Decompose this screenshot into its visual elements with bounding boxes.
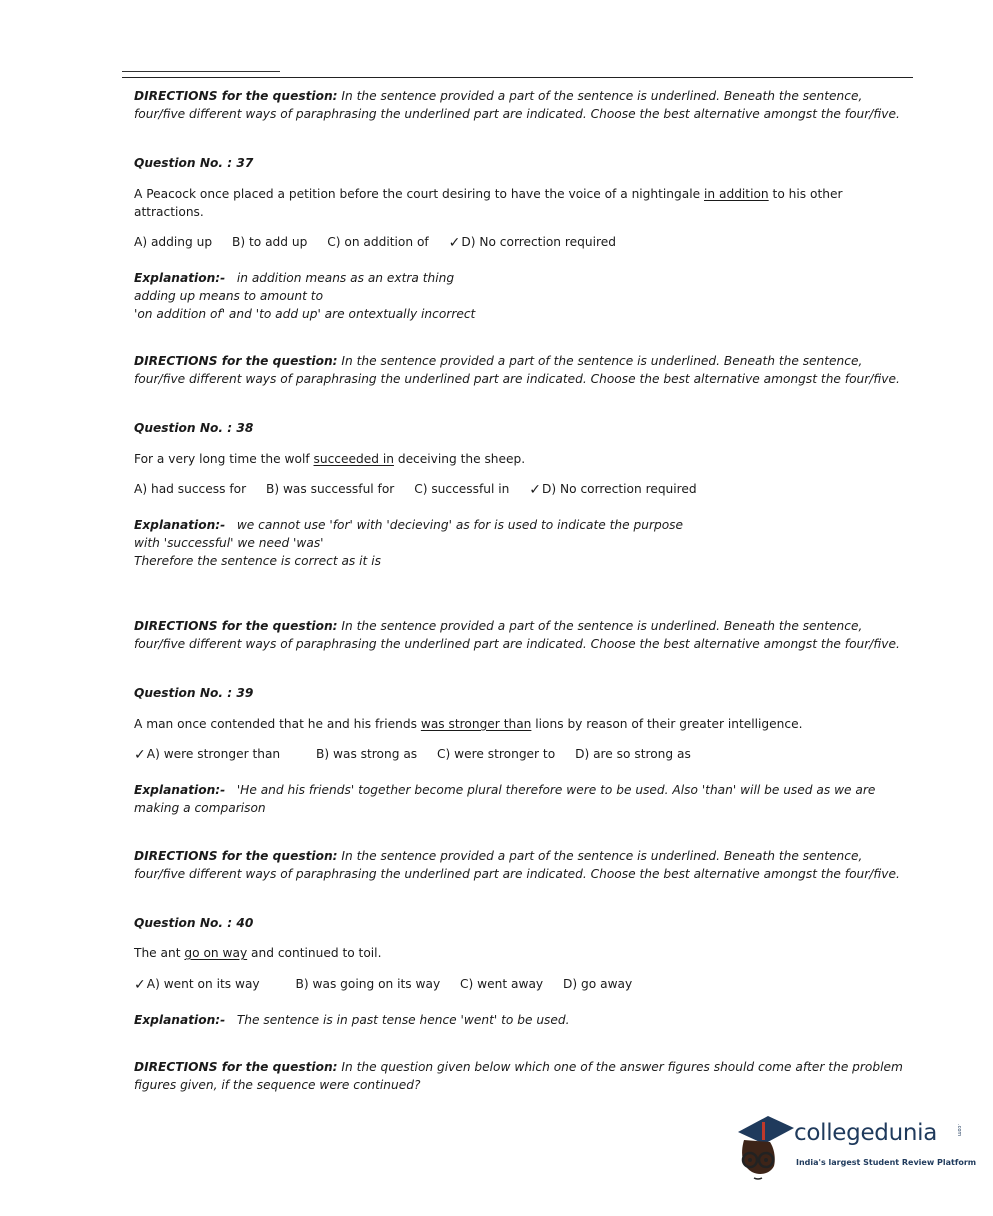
option-a-label: A) were stronger than	[146, 747, 281, 761]
explanation-line: with 'successful' we need 'was'	[134, 536, 324, 550]
directions-label: DIRECTIONS for the question:	[134, 849, 338, 863]
explanation-line: 'He and his friends' together become plural therefore were to be used. Also 'than' will be used as we are making a comparison	[134, 783, 876, 815]
question-number: Question No. : 39	[134, 686, 254, 700]
collegedunia-logo	[734, 1110, 977, 1190]
directions-label: DIRECTIONS for the question:	[134, 89, 338, 103]
question-sentence	[134, 715, 904, 733]
directions-text: In the question given below which one of the answer figures should come after the problem figures given, if the sequence were continued?	[134, 1060, 903, 1092]
sentence-text: A Peacock once placed a petition before the court desiring to have the voice of a nightingale	[134, 187, 704, 201]
underlined-part: in addition	[704, 187, 769, 201]
directions-block	[134, 352, 904, 388]
question-sentence	[134, 944, 904, 962]
explanation-line: adding up means to amount to	[134, 289, 324, 303]
option-c: C) were stronger to	[437, 747, 556, 761]
explanation-line: The sentence is in past tense hence 'went' to be used.	[236, 1013, 570, 1027]
explanation-line: in addition means as an extra thing	[236, 271, 455, 285]
directions-text: In the sentence provided a part of the sentence is underlined. Beneath the sentence, four/five different ways of paraphrasing the underlined part are indicated. Choose the best alternative amongst the four/five.	[134, 619, 900, 651]
directions-label: DIRECTIONS for the question:	[134, 1060, 338, 1074]
directions-block	[134, 87, 904, 123]
question-sentence	[134, 450, 904, 468]
option-b: B) was strong as	[316, 747, 418, 761]
logo-tagline: India's largest Student Review Platform	[796, 1158, 977, 1167]
answer-options	[134, 975, 904, 993]
explanation-block	[134, 269, 904, 323]
option-d	[449, 235, 632, 249]
option-b: B) was going on its way	[295, 977, 441, 991]
directions-block	[134, 847, 904, 883]
directions-text: In the sentence provided a part of the sentence is underlined. Beneath the sentence, four/five different ways of paraphrasing the underlined part are indicated. Choose the best alternative amongst the four/five.	[134, 89, 900, 121]
explanation-block	[134, 781, 899, 817]
sentence-text: to his other attractions.	[134, 187, 843, 219]
option-d	[529, 482, 712, 496]
question-number: Question No. : 37	[134, 156, 254, 170]
directions-text: In the sentence provided a part of the sentence is underlined. Beneath the sentence, four/five different ways of paraphrasing the underlined part are indicated. Choose the best alternative amongst the four/five.	[134, 849, 900, 881]
explanation-line: 'on addition of' and 'to add up' are ontextually incorrect	[134, 307, 476, 321]
option-c: C) successful in	[414, 482, 510, 496]
explanation-label: Explanation:-	[134, 271, 226, 285]
question-sentence	[134, 185, 904, 221]
directions-block	[134, 1058, 904, 1094]
underlined-part: go on way	[184, 946, 248, 960]
check-mark-icon: ✓	[448, 235, 461, 251]
explanation-label: Explanation:-	[134, 1013, 226, 1027]
answer-options	[134, 480, 904, 498]
header-rule-short	[122, 71, 280, 72]
explanation-line: we cannot use 'for' with 'decieving' as for is used to indicate the purpose	[236, 518, 684, 532]
option-d: D) are so strong as	[575, 747, 691, 761]
sentence-text: A man once contended that he and his friends	[134, 717, 421, 731]
explanation-line: Therefore the sentence is correct as it is	[134, 554, 381, 568]
option-b: B) to add up	[231, 235, 308, 249]
answer-options	[134, 233, 904, 251]
option-d: D) go away	[563, 977, 633, 991]
directions-label: DIRECTIONS for the question:	[134, 619, 338, 633]
sentence-text: For a very long time the wolf	[134, 452, 314, 466]
header-rule	[122, 77, 913, 78]
explanation-block	[134, 1011, 904, 1029]
underlined-part: succeeded in	[313, 452, 394, 466]
option-a	[134, 747, 296, 761]
option-a	[134, 977, 276, 991]
option-d-label: D) No correction required	[461, 235, 616, 249]
option-a: A) adding up	[134, 235, 213, 249]
sentence-text: The ant	[134, 946, 185, 960]
explanation-label: Explanation:-	[134, 783, 226, 797]
question-number: Question No. : 38	[134, 421, 254, 435]
check-mark-icon: ✓	[529, 482, 541, 498]
option-a: A) had success for	[134, 482, 247, 496]
option-d-label: D) No correction required	[542, 482, 697, 496]
sentence-text: deceiving the sheep.	[393, 452, 526, 466]
option-c: C) on addition of	[327, 235, 429, 249]
check-mark-icon: ✓	[134, 747, 146, 763]
logo-domain-suffix: .com	[956, 1124, 962, 1137]
option-b: B) was successful for	[265, 482, 395, 496]
directions-label: DIRECTIONS for the question:	[134, 354, 338, 368]
option-c: C) went away	[460, 977, 544, 991]
check-mark-icon: ✓	[134, 977, 146, 993]
explanation-label: Explanation:-	[134, 518, 226, 532]
question-number: Question No. : 40	[134, 916, 254, 930]
explanation-block	[134, 516, 904, 570]
directions-block	[134, 617, 904, 653]
answer-options	[134, 745, 904, 763]
sentence-text: lions by reason of their greater intelligence.	[531, 717, 803, 731]
underlined-part: was stronger than	[420, 717, 532, 731]
mascot-icon	[734, 1110, 796, 1182]
directions-text: In the sentence provided a part of the sentence is underlined. Beneath the sentence, four/five different ways of paraphrasing the underlined part are indicated. Choose the best alternative amongst the four/five.	[134, 354, 900, 386]
logo-wordmark: collegedunia	[794, 1120, 938, 1146]
sentence-text: and continued to toil.	[247, 946, 382, 960]
option-a-label: A) went on its way	[146, 977, 260, 991]
